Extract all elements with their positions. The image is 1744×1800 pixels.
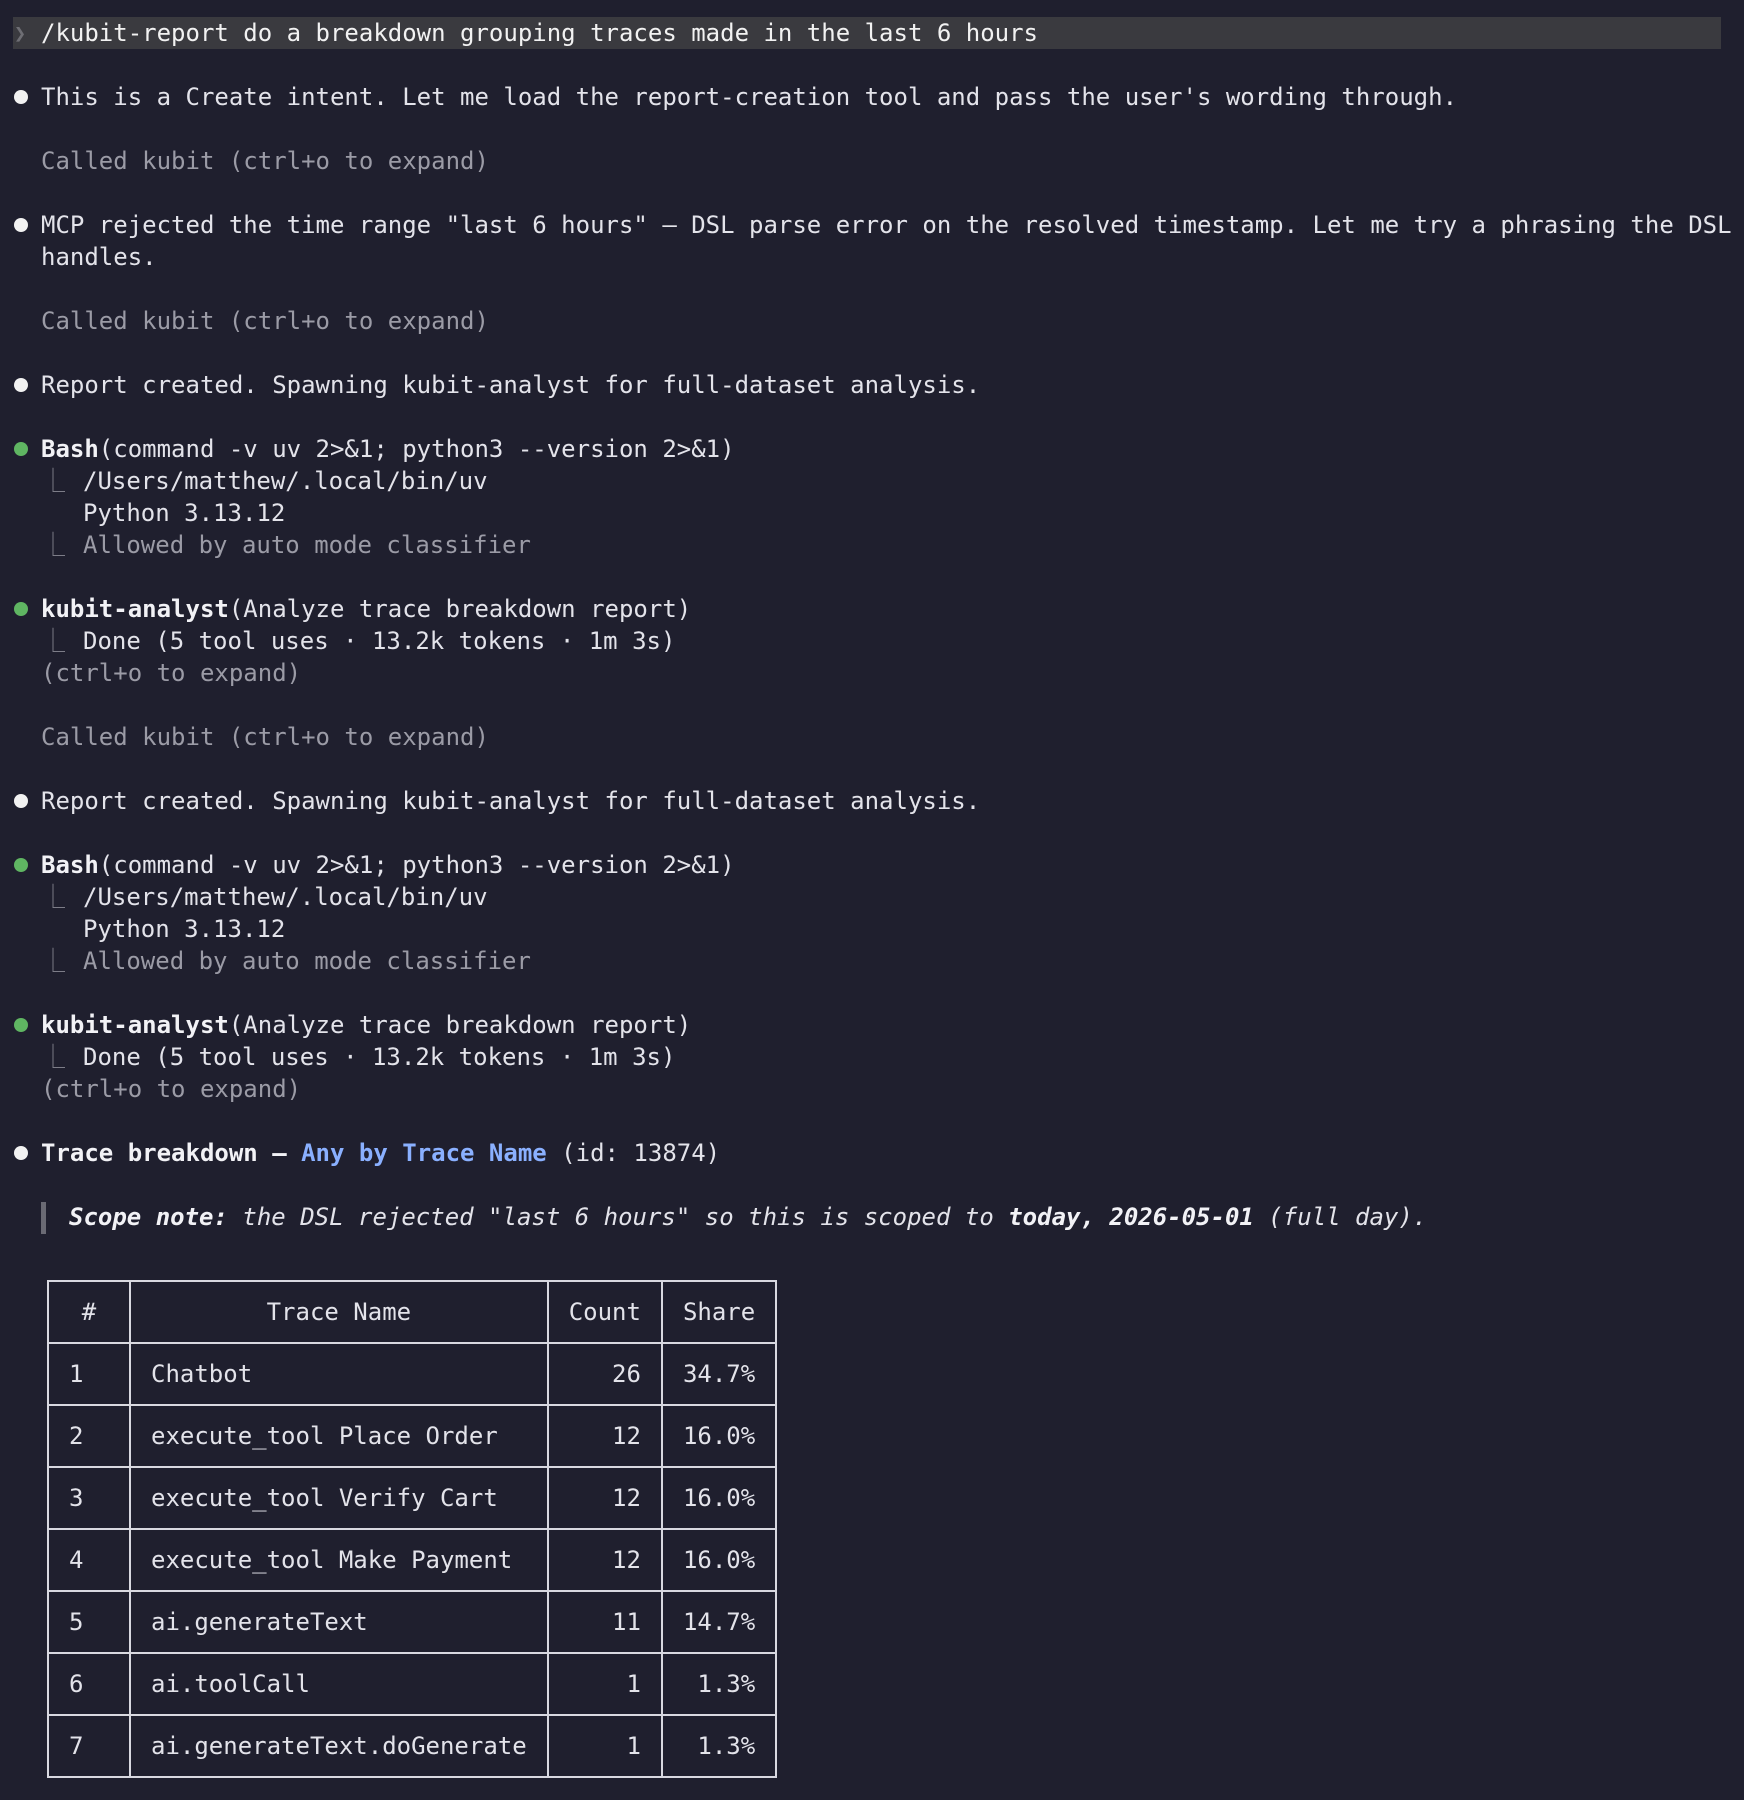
bash-output: Python 3.13.12 (83, 499, 286, 527)
agent-call[interactable]: kubit-analyst(Analyze trace breakdown report) (41, 595, 692, 623)
cell-share: 16.0% (662, 1529, 776, 1591)
prompt-text: /kubit-report do a breakdown grouping traces made in the last 6 hours (41, 19, 1038, 47)
col-header-rank: # (48, 1281, 130, 1343)
bash-call[interactable]: Bash(command -v uv 2>&1; python3 --version 2>&1) (41, 851, 735, 879)
cell-share: 16.0% (662, 1405, 776, 1467)
cell-rank: 3 (48, 1467, 130, 1529)
permission-note: Allowed by auto mode classifier (83, 531, 531, 559)
col-header-trace-name: Trace Name (130, 1281, 548, 1343)
prompt-chevron-icon: ❯ (14, 21, 27, 45)
result-title: Trace breakdown — Any by Trace Name (id: 13874) (41, 1139, 721, 1167)
cell-count: 12 (548, 1405, 662, 1467)
cell-count: 11 (548, 1591, 662, 1653)
assistant-message: MCP rejected the time range "last 6 hours" — DSL parse error on the resolved timestamp. Let me try a phrasing the DSL (41, 211, 1732, 239)
cell-count: 1 (548, 1653, 662, 1715)
assistant-message-cont: handles. (41, 243, 157, 271)
hook-icon: ⎿ (41, 883, 65, 911)
cell-count: 26 (548, 1343, 662, 1405)
bullet-icon (14, 1146, 28, 1160)
assistant-message: This is a Create intent. Let me load the report-creation tool and pass the user's wording through. (41, 83, 1458, 111)
hook-icon: ⎿ (41, 627, 65, 655)
assistant-message: Report created. Spawning kubit-analyst for full-dataset analysis. (41, 371, 981, 399)
scope-note: Scope note: the DSL rejected "last 6 hours" so this is scoped to today, 2026-05-01 (full day). (69, 1203, 1428, 1231)
agent-status: Done (5 tool uses · 13.2k tokens · 1m 3s) (83, 627, 676, 655)
table-row (48, 1529, 776, 1591)
called-kubit-toggle[interactable]: Called kubit (ctrl+o to expand) (41, 307, 489, 335)
cell-count: 1 (548, 1715, 662, 1777)
bash-output: /Users/matthew/.local/bin/uv (83, 883, 488, 911)
cell-share: 34.7% (662, 1343, 776, 1405)
bash-output: /Users/matthew/.local/bin/uv (83, 467, 488, 495)
agent-status: Done (5 tool uses · 13.2k tokens · 1m 3s) (83, 1043, 676, 1071)
table-row (48, 1715, 776, 1777)
col-header-count: Count (548, 1281, 662, 1343)
bullet-icon (14, 378, 28, 392)
called-kubit-toggle[interactable]: Called kubit (ctrl+o to expand) (41, 147, 489, 175)
tool-status-icon (14, 602, 28, 616)
tool-status-icon (14, 1018, 28, 1032)
cell-trace-name: ai.toolCall (130, 1653, 548, 1715)
bullet-icon (14, 90, 28, 104)
cell-trace-name: ai.generateText.doGenerate (130, 1715, 548, 1777)
bullet-icon (14, 218, 28, 232)
cell-rank: 1 (48, 1343, 130, 1405)
called-kubit-toggle[interactable]: Called kubit (ctrl+o to expand) (41, 723, 489, 751)
tool-status-icon (14, 858, 28, 872)
cell-rank: 4 (48, 1529, 130, 1591)
bash-call[interactable]: Bash(command -v uv 2>&1; python3 --version 2>&1) (41, 435, 735, 463)
table-row (48, 1653, 776, 1715)
report-link[interactable]: Any by Trace Name (301, 1139, 547, 1167)
cell-count: 12 (548, 1467, 662, 1529)
table-row (48, 1467, 776, 1529)
cell-count: 12 (548, 1529, 662, 1591)
cell-share: 1.3% (662, 1715, 776, 1777)
tool-status-icon (14, 442, 28, 456)
table-row (48, 1591, 776, 1653)
table-row (48, 1343, 776, 1405)
permission-note: Allowed by auto mode classifier (83, 947, 531, 975)
expand-toggle[interactable]: (ctrl+o to expand) (41, 659, 302, 687)
assistant-message: Report created. Spawning kubit-analyst for full-dataset analysis. (41, 787, 981, 815)
bash-output: Python 3.13.12 (83, 915, 286, 943)
cell-trace-name: Chatbot (130, 1343, 548, 1405)
bullet-icon (14, 794, 28, 808)
col-header-share: Share (662, 1281, 776, 1343)
cell-share: 14.7% (662, 1591, 776, 1653)
cell-trace-name: execute_tool Place Order (130, 1405, 548, 1467)
cell-rank: 5 (48, 1591, 130, 1653)
cell-share: 16.0% (662, 1467, 776, 1529)
cell-share: 1.3% (662, 1653, 776, 1715)
cell-trace-name: ai.generateText (130, 1591, 548, 1653)
cell-rank: 6 (48, 1653, 130, 1715)
hook-icon: ⎿ (41, 1043, 65, 1071)
cell-trace-name: execute_tool Make Payment (130, 1529, 548, 1591)
hook-icon: ⎿ (41, 531, 65, 559)
expand-toggle[interactable]: (ctrl+o to expand) (41, 1075, 302, 1103)
cell-rank: 2 (48, 1405, 130, 1467)
cell-rank: 7 (48, 1715, 130, 1777)
table-header-row (48, 1281, 776, 1343)
trace-breakdown-table (47, 1280, 777, 1778)
table-row (48, 1405, 776, 1467)
agent-call[interactable]: kubit-analyst(Analyze trace breakdown report) (41, 1011, 692, 1039)
cell-trace-name: execute_tool Verify Cart (130, 1467, 548, 1529)
quote-bar (41, 1202, 46, 1234)
hook-icon: ⎿ (41, 947, 65, 975)
hook-icon: ⎿ (41, 467, 65, 495)
